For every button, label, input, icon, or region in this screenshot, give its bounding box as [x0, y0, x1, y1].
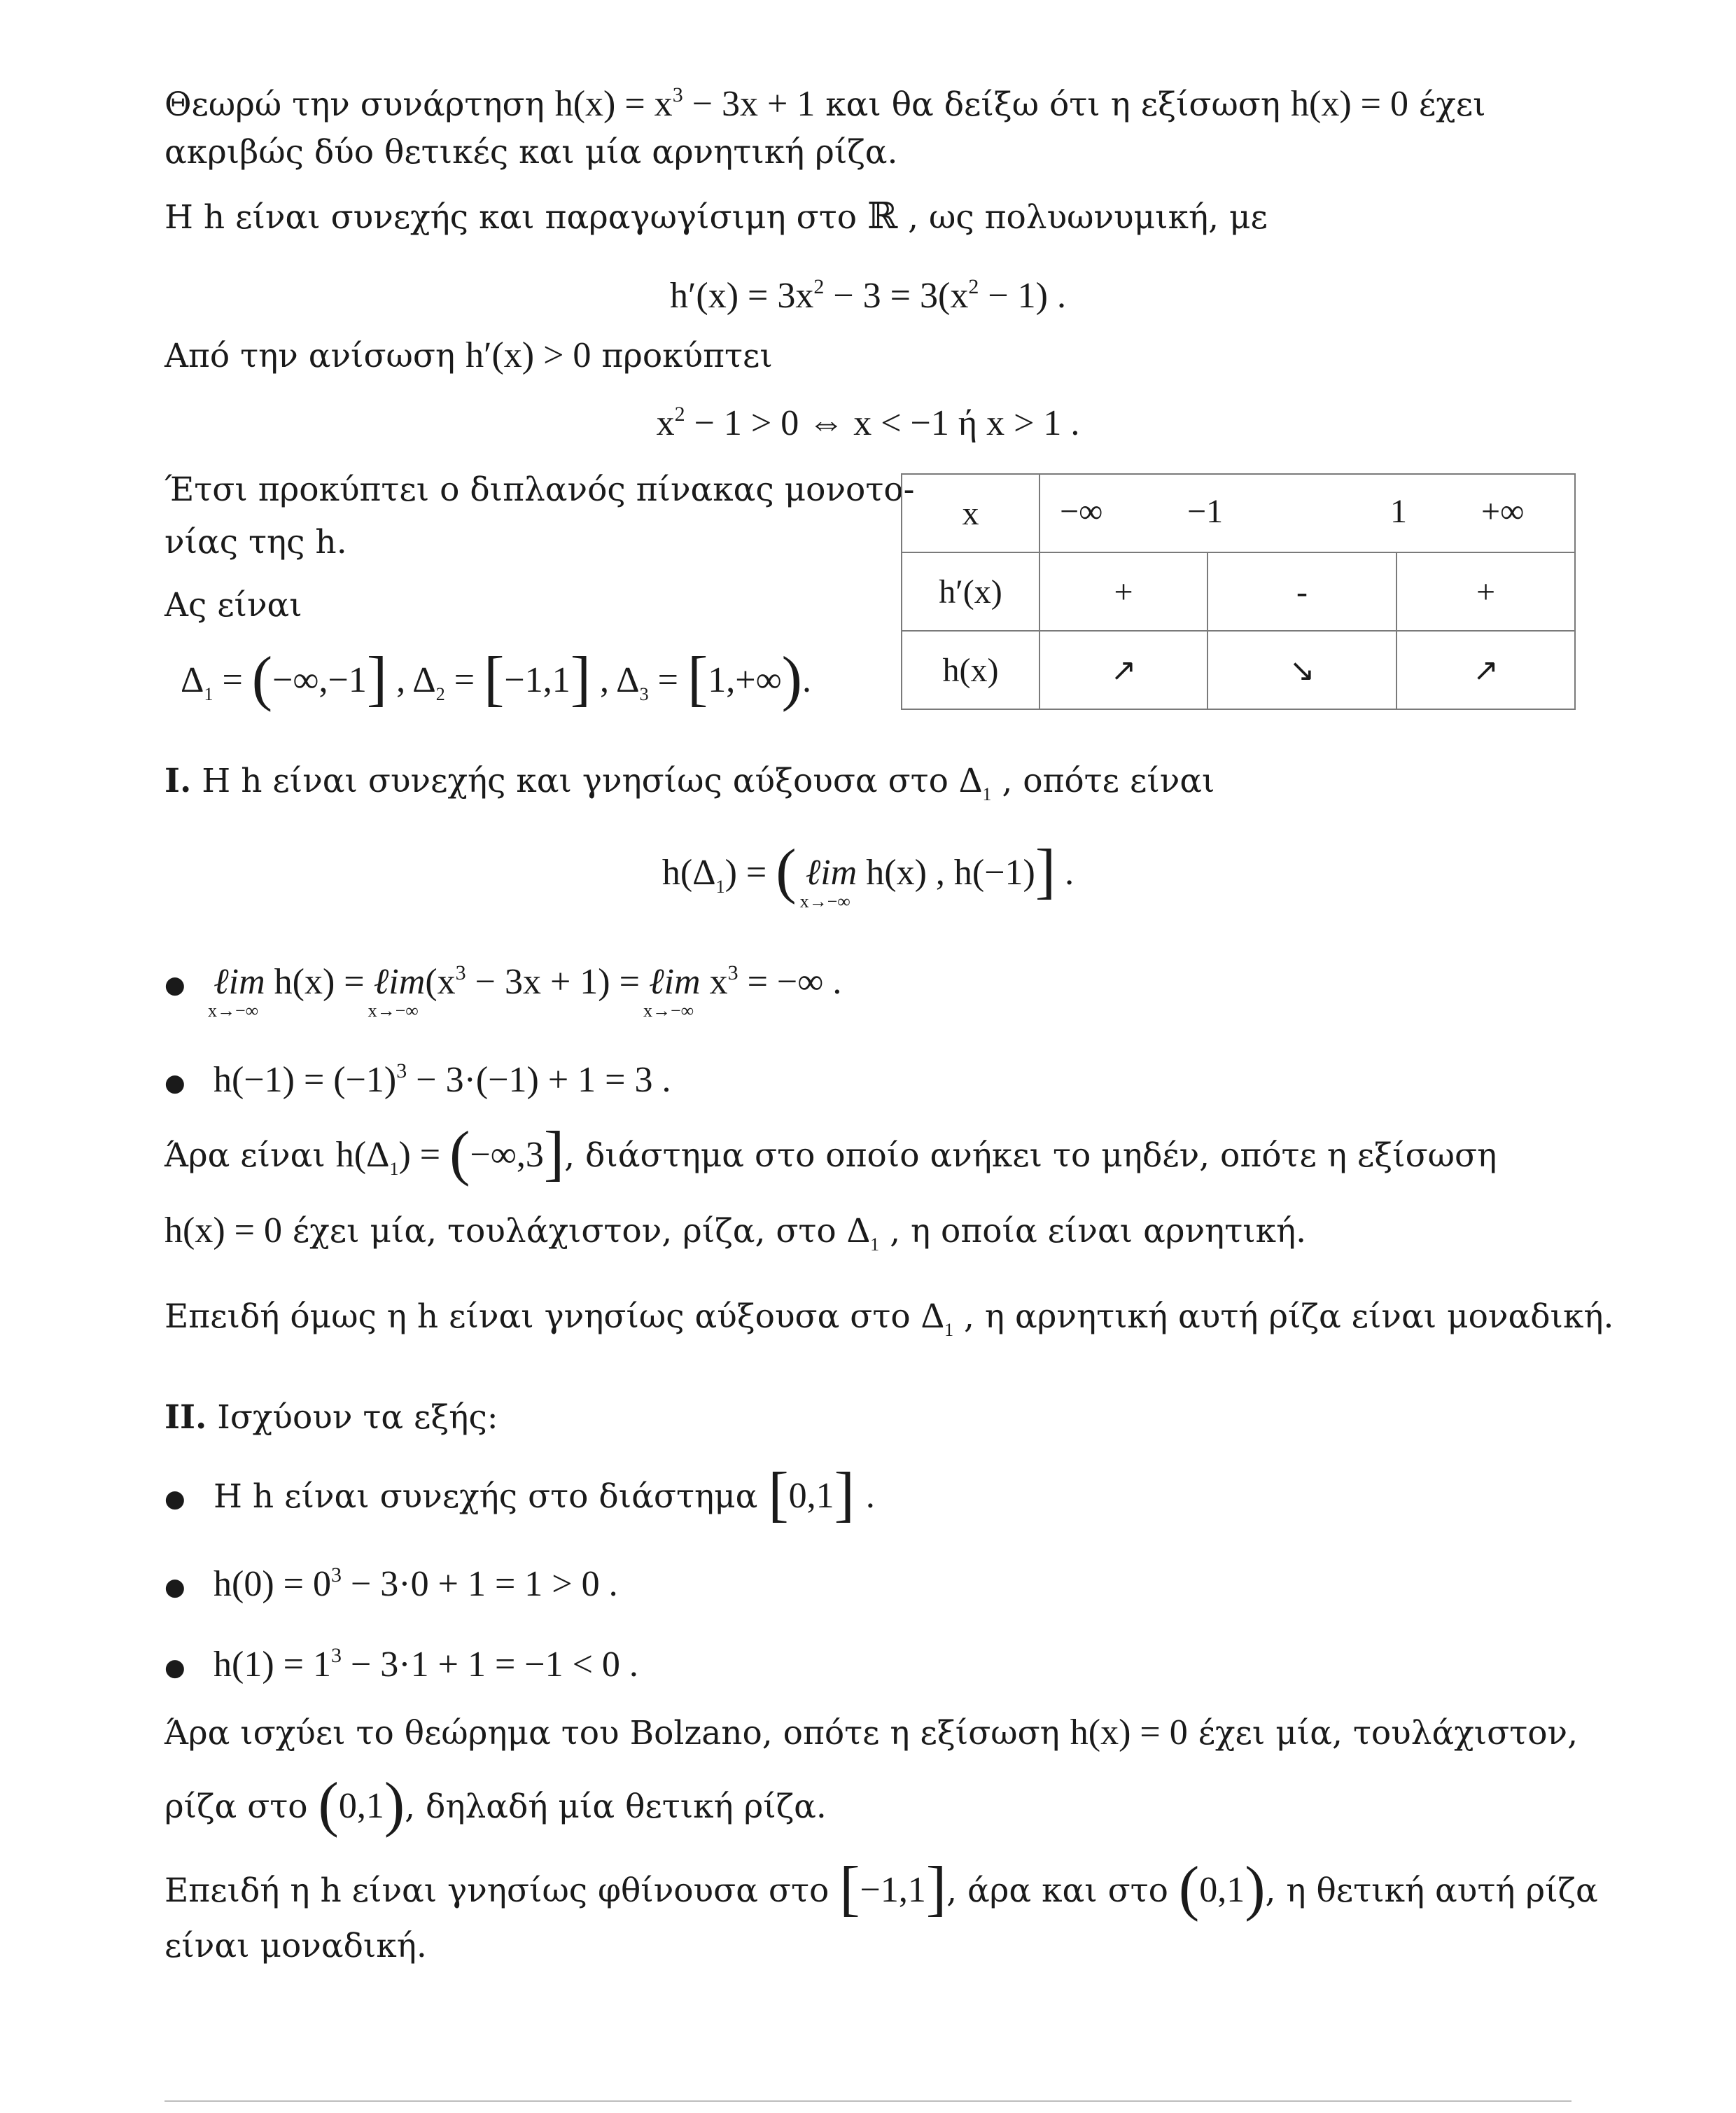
derivative-sign: + — [1040, 552, 1208, 631]
value-one: 1 — [1390, 493, 1407, 530]
conclusion-line-2: h(x) = 0 έχει μία, τουλάχιστον, ρίζα, στο $\Delta_1$ , η οποία είναι αρνητική. — [164, 1211, 1307, 1255]
table-row — [902, 552, 1575, 631]
bolzano-line-2: ρίζα στο (0,1), δηλαδή μία θετική ρίζα. — [164, 1771, 827, 1839]
table-row — [902, 474, 1575, 552]
side-line-2: νίας της h. — [164, 523, 347, 562]
table-header-values — [1040, 474, 1575, 552]
limit-bullet: ● ℓim x→−∞ h(x) = ℓim x→−∞ $(x^3 - 3x + 1)$ = ℓim x→−∞ $x^3$ = −∞ . — [164, 961, 842, 1021]
bolzano-line-1: Άρα ισχύει το θεώρημα του Bolzano, οπότε η εξίσωση h(x) = 0 έχει μία, τουλάχιστον, — [164, 1713, 1578, 1752]
monotonicity-table — [901, 473, 1576, 710]
value-bullet: ● $h(-1) = (-1)^3 - 3\cdot(-1) + 1 = 3$ . — [164, 1050, 671, 1104]
value-minus-one: −1 — [1187, 493, 1224, 530]
inequality: $x^2 - 1 > 0$ ⇔ x < −1 ή x > 1 . — [656, 403, 1080, 443]
value-plus-infinity: +∞ — [1481, 493, 1525, 530]
footer-divider — [164, 2100, 1572, 2102]
decreasing-arrow-icon: ↘ — [1208, 631, 1396, 709]
conclusion-line-3: Επειδή όμως η h είναι γνησίως αύξουσα στο $\Delta_1$ , η αρνητική αυτή ρίζα είναι μοναδική. — [164, 1296, 1614, 1340]
intro-text: Θεωρώ την συνάρτηση — [164, 85, 555, 124]
increasing-arrow-icon: ↗ — [1040, 631, 1208, 709]
derivative-label: h′(x) — [902, 552, 1040, 631]
increasing-arrow-icon: ↗ — [1396, 631, 1575, 709]
intro-line-1 — [164, 74, 1486, 126]
table-header-x: x — [902, 474, 1040, 552]
table-row — [902, 631, 1575, 709]
bullet-icon: ● — [164, 1485, 186, 1513]
intervals-definition: $\Delta_1 = (-\infty,-1]$ , $\Delta_2 = [-1,1]$ , $\Delta_3 = [1,+\infty)$. — [181, 645, 811, 713]
image-of-delta1: $h(\Delta_1)$ = ( ℓim x→−∞ h(x) , h(−1)] . — [662, 837, 1074, 912]
derivative-sign: - — [1208, 552, 1396, 631]
uniqueness-line-1: Επειδή η h είναι γνησίως φθίνουσα στο [−1,1], άρα και στο (0,1), η θετική αυτή ρίζα — [164, 1855, 1598, 1923]
side-line-1: Έτσι προκύπτει ο διπλανός πίνακας μονοτο- — [164, 470, 915, 509]
intro-text: και θα δείξω ότι η εξίσωση — [815, 85, 1291, 124]
derivative-sign: + — [1396, 552, 1575, 631]
function-definition: $h(x) = x^3 - 3x + 1$ — [554, 83, 816, 124]
value-at-one-bullet: ● $h(1) = 1^3 - 3\cdot 1 + 1 = -1 < 0$ . — [164, 1635, 638, 1689]
side-line-3: Ας είναι — [164, 586, 302, 625]
value-at-zero-bullet: ● $h(0) = 0^3 - 3\cdot 0 + 1 = 1 > 0$ . — [164, 1554, 618, 1608]
intro-line-3: Η h είναι συνεχής και παραγωγίσιμη στο ℝ , ως πολυωνυμική, με — [164, 197, 1268, 237]
continuity-bullet: ● Η h είναι συνεχής στο διάστημα [0,1] . — [164, 1460, 876, 1528]
value-minus-infinity: −∞ — [1060, 493, 1103, 530]
intro-text: έχει — [1408, 85, 1486, 124]
section-number: II. — [164, 1398, 207, 1437]
derivative-formula: $h'(x) = 3x^2 - 3 = 3(x^2 - 1)$ . — [670, 275, 1066, 316]
conclusion-line-1: Άρα είναι $h(\Delta_1) = (-\infty,3]$, διάστημα στο οποίο ανήκει το μηδέν, οπότε η εξίσωση — [164, 1120, 1497, 1187]
bullet-icon: ● — [164, 1573, 186, 1602]
equation: h(x) = 0 — [1291, 84, 1408, 124]
bullet-icon: ● — [164, 971, 186, 1000]
bullet-icon: ● — [164, 1654, 186, 1682]
uniqueness-line-2: είναι μοναδική. — [164, 1927, 427, 1965]
bullet-icon: ● — [164, 1069, 186, 1098]
part-2-heading: II. Ισχύουν τα εξής: — [164, 1398, 498, 1437]
intro-line-2: ακριβώς δύο θετικές και μία αρνητική ρίζα. — [164, 133, 898, 172]
part-1-heading: I. Η h είναι συνεχής και γνησίως αύξουσα στο $\Delta_1$ , οπότε είναι — [164, 760, 1215, 804]
reals-symbol: ℝ — [867, 197, 898, 237]
intro-line-5: Από την ανίσωση h′(x) > 0 προκύπτει — [164, 335, 773, 375]
section-number: I. — [164, 762, 192, 800]
function-label: h(x) — [902, 631, 1040, 709]
